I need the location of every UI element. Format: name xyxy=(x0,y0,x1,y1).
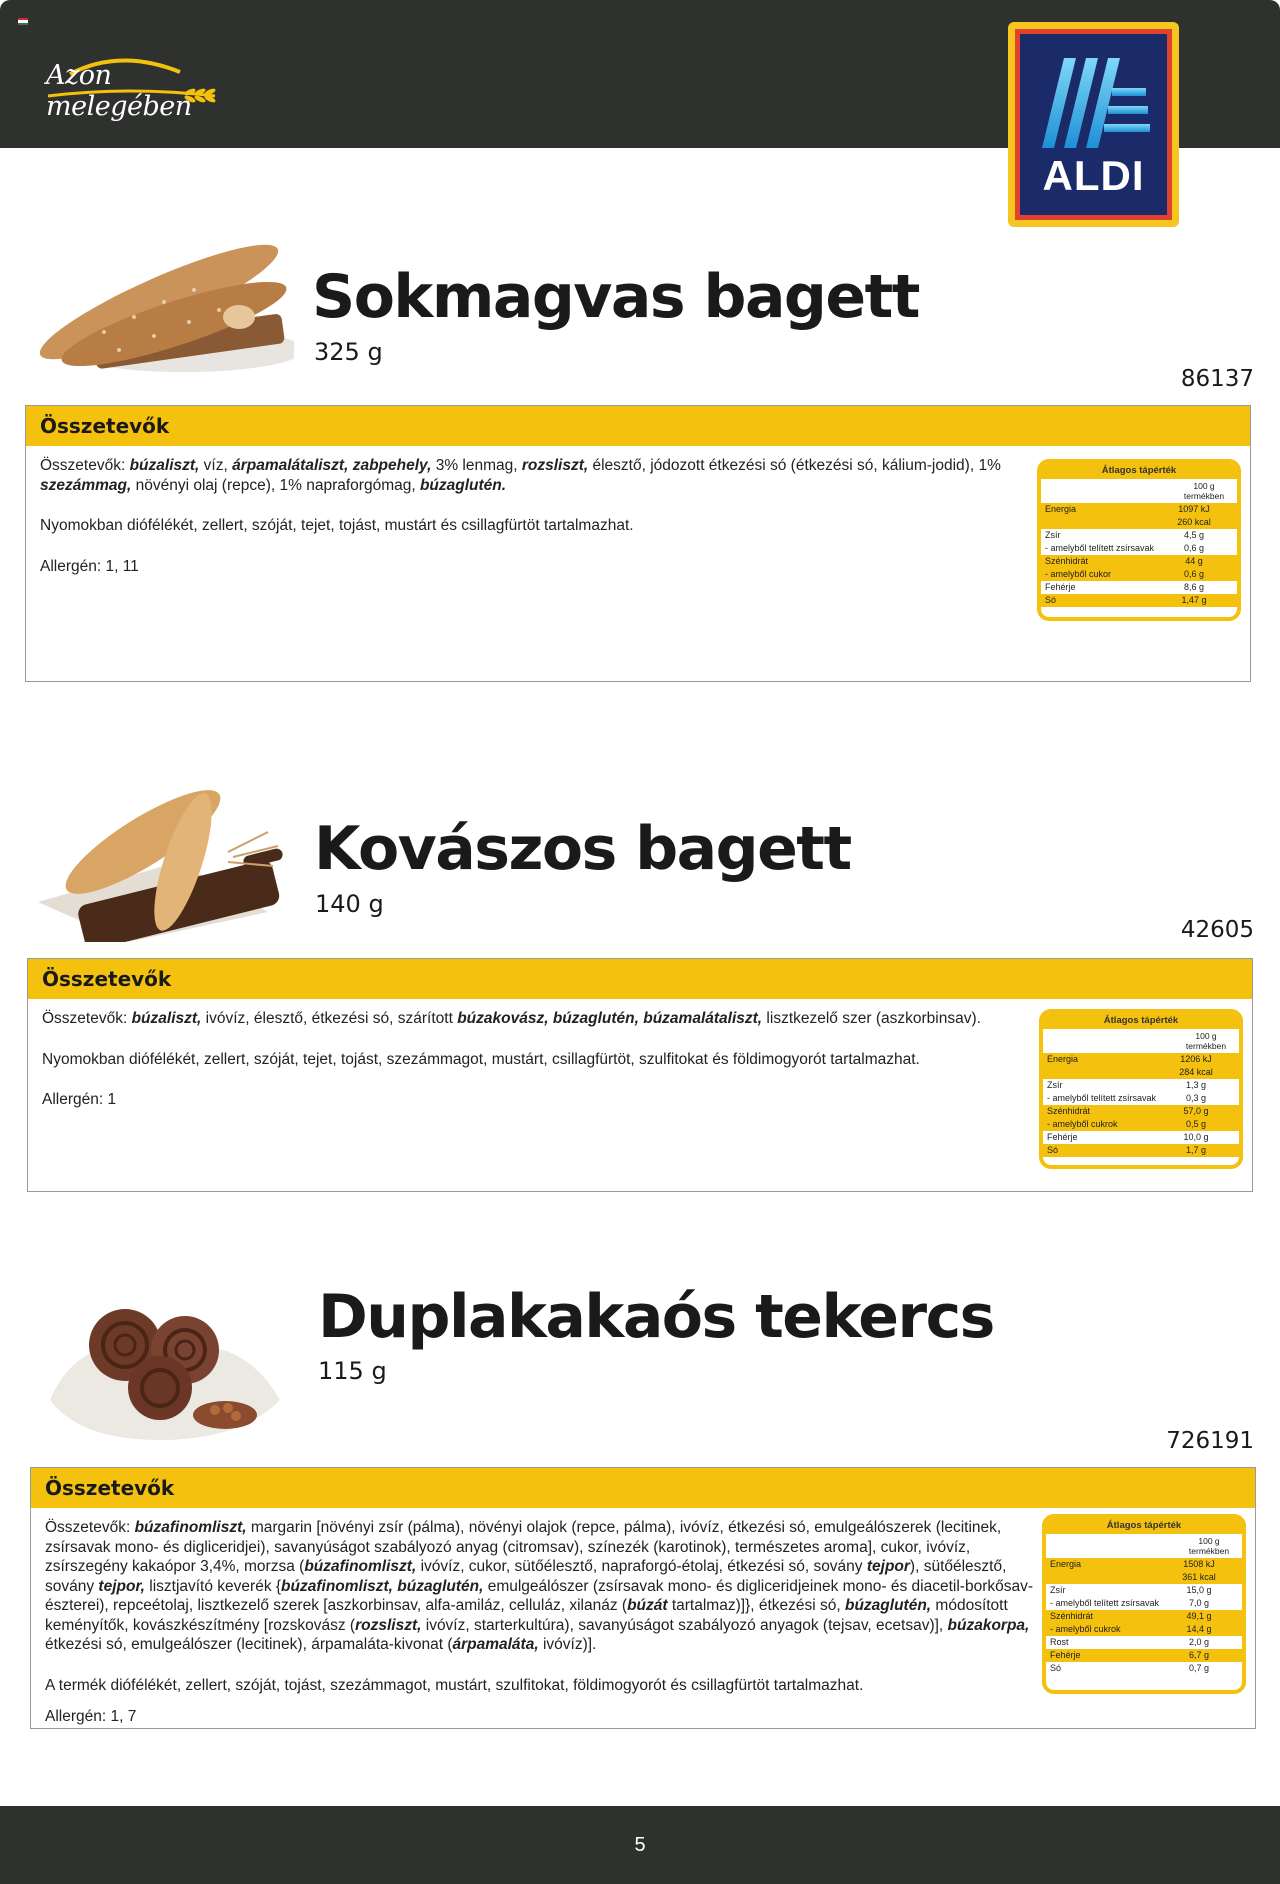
nutrition-row xyxy=(1043,1092,1239,1105)
nutrition-table xyxy=(1039,1009,1243,1169)
nutrition-column-header: 100 g termékben xyxy=(1188,1536,1230,1556)
nutrition-value: 6,7 g xyxy=(1188,1650,1210,1660)
allergen-ingredient: búzaglutén, xyxy=(845,1597,932,1614)
nutrition-title: Átlagos tápérték xyxy=(1041,463,1237,479)
product-code: 42605 xyxy=(1180,917,1254,943)
ingredients-text: Összetevők: búzaliszt, ivóvíz, élesztő, étkezési só, szárított búzakovász, búzaglutén, búzamalátaliszt, lisztkezelő szer (aszkorbinsav). xyxy=(42,1010,981,1027)
nutrition-row xyxy=(1043,1118,1239,1131)
ingredient-text: víz, xyxy=(199,457,233,474)
section-label: Összetevők xyxy=(31,1468,1255,1508)
nutrition-row xyxy=(1041,516,1237,529)
brand-logo xyxy=(40,52,230,122)
nutrition-value: 1,7 g xyxy=(1185,1145,1207,1155)
nutrition-label: Szénhidrát xyxy=(1045,556,1089,566)
nutrition-label: - amelyből cukrok xyxy=(1047,1119,1118,1129)
ingredient-text: étkezési só, emulgeálószer (lecitinek), árpamaláta-kivonat ( xyxy=(45,1636,453,1653)
allergen-ingredient: búzafinomliszt, xyxy=(304,1558,417,1575)
nutrition-value: 2,0 g xyxy=(1188,1637,1210,1647)
nutrition-value: 10,0 g xyxy=(1183,1132,1209,1142)
product-title: Sokmagvas bagett xyxy=(312,262,919,332)
nutrition-value: 0,3 g xyxy=(1185,1093,1207,1103)
ingredient-text: 3% lenmag, xyxy=(431,457,522,474)
nutrition-value: 0,6 g xyxy=(1183,569,1205,579)
nutrition-row xyxy=(1046,1558,1242,1571)
nutrition-row xyxy=(1046,1584,1242,1597)
nutrition-title: Átlagos tápérték xyxy=(1043,1013,1239,1029)
nutrition-value: 1097 kJ xyxy=(1178,504,1210,514)
nutrition-row xyxy=(1043,1144,1239,1157)
page-footer xyxy=(0,1806,1280,1884)
nutrition-value: 1206 kJ xyxy=(1180,1054,1212,1064)
product-weight: 325 g xyxy=(314,338,383,366)
ingredients-card xyxy=(27,958,1253,1192)
nutrition-value: 260 kcal xyxy=(1177,517,1211,527)
product-code: 726191 xyxy=(1166,1428,1254,1454)
nutrition-row xyxy=(1043,1079,1239,1092)
nutrition-row xyxy=(1043,1131,1239,1144)
nutrition-label: Fehérje xyxy=(1047,1132,1078,1142)
allergen-ingredient: rozsliszt, xyxy=(521,457,589,474)
ingredient-text: élesztő, jódozott étkezési só (étkezési só, kálium-jodid), 1% xyxy=(588,457,1001,474)
allergen-text: Allergén: 1 xyxy=(42,1091,117,1108)
nutrition-value: 8,6 g xyxy=(1183,582,1205,592)
nutrition-row xyxy=(1041,542,1237,555)
ingredient-text: tartalmaz)]}, étkezési só, xyxy=(667,1597,845,1614)
nutrition-label: Rost xyxy=(1050,1637,1069,1647)
allergen-text: Allergén: 1, 11 xyxy=(40,557,139,575)
allergen-text: Allergén: 1, 7 xyxy=(45,1708,137,1725)
nutrition-label: - amelyből telített zsírsavak xyxy=(1050,1598,1160,1608)
nutrition-row xyxy=(1046,1662,1242,1675)
nutrition-row xyxy=(1043,1066,1239,1079)
nutrition-label: Fehérje xyxy=(1045,582,1076,592)
allergen-ingredient: búzafinomliszt, xyxy=(134,1519,247,1536)
page-number: 5 xyxy=(634,1834,646,1856)
nutrition-table xyxy=(1042,1514,1246,1694)
nutrition-label: Só xyxy=(1050,1663,1062,1673)
allergen-ingredient: tejpor xyxy=(866,1558,910,1575)
ingredients-body xyxy=(42,1009,1042,1131)
nutrition-table xyxy=(1037,459,1241,621)
nutrition-label: Szénhidrát xyxy=(1050,1611,1094,1621)
allergen-ingredient: rozsliszt, xyxy=(355,1616,422,1634)
nutrition-label: Energia xyxy=(1045,504,1077,514)
allergen-ingredient: tejpor, xyxy=(98,1577,145,1595)
nutrition-row xyxy=(1041,581,1237,594)
ingredient-text: margarin [növényi zsír (pálma), növényi olajok (repce, pálma), ivóvíz, étkezési só, emulgeálószerek (lecitinek, zsírsavak mono- és digliceridjei), savanyúságot szabályozó anyag (citromsav), színezék (karotinok), természetes aroma], cukor, ivóvíz, zsírszegény kakaópor 3,4%, morzsa ( xyxy=(45,1519,1002,1575)
ingredients-body xyxy=(45,1518,1037,1748)
nutrition-row xyxy=(1046,1623,1242,1636)
nutrition-row xyxy=(1041,594,1237,607)
allergen-ingredient: búzakovász, búzaglutén, búzamalátaliszt, xyxy=(457,1010,763,1027)
nutrition-label: Só xyxy=(1047,1145,1059,1155)
sourdough-baguette-image xyxy=(28,782,296,942)
traces-text: A termék diófélékét, zellert, szóját, tojást, szezámmagot, mustárt, szulfitokat, földimogyorót és csillagfürtöt tartalmazhat. xyxy=(45,1676,864,1694)
ingredient-text: ), sütőélesztő, sovány xyxy=(45,1558,1007,1595)
nutrition-label: Energia xyxy=(1047,1054,1079,1064)
nutrition-value: 57,0 g xyxy=(1183,1106,1209,1116)
nutrition-row xyxy=(1046,1571,1242,1584)
allergen-ingredient: búzát xyxy=(627,1597,668,1614)
ingredient-text: emulgeálószer (zsírsavak mono- és digliceridjeinek mono- és diacetil-borkősav-észterei), repceétolaj, lisztkezelő szerek [aszkorbinsav, alfa-amiláz, celluláz, xilanáz ( xyxy=(45,1577,1034,1614)
nutrition-row xyxy=(1041,503,1237,516)
allergen-ingredient: búzaliszt, xyxy=(129,457,200,474)
nutrition-row xyxy=(1043,1105,1239,1118)
product-title: Duplakakaós tekercs xyxy=(318,1282,994,1352)
language-flag-icon[interactable] xyxy=(18,18,28,25)
ingredient-text: ivóvíz)]. xyxy=(538,1636,597,1653)
ingredient-text: módosított keményítők, kovászkészítmény [rozskovász ( xyxy=(45,1597,1008,1634)
page-header xyxy=(0,0,1280,199)
brand-text: Azon melegében xyxy=(46,60,192,122)
ingredient-text: lisztkezelő szer (aszkorbinsav). xyxy=(762,1010,981,1027)
nutrition-label: Zsír xyxy=(1050,1585,1066,1595)
nutrition-label: Energia xyxy=(1050,1559,1082,1569)
allergen-ingredient: búzafinomliszt, búzaglutén, xyxy=(281,1577,484,1595)
product-code: 86137 xyxy=(1180,366,1254,392)
ingredient-text: ivóvíz, élesztő, étkezési só, szárított xyxy=(201,1010,458,1027)
allergen-ingredient: búzaglutén. xyxy=(419,476,507,494)
nutrition-value: 14,4 g xyxy=(1186,1624,1212,1634)
allergen-ingredient: szezámmag, xyxy=(40,476,132,494)
nutrition-value: 49,1 g xyxy=(1186,1611,1212,1621)
ingredients-text: Összetevők: búzafinomliszt, margarin [növényi zsír (pálma), növényi olajok (repce, pálma), ivóvíz, étkezési só, emulgeálószerek (lecitinek, zsírsavak mono- és digliceridjei), savanyúságot szabályozó anyag (citromsav), színezék (karotinok), természetes aroma], cukor, ivóvíz, zsírszegény kakaópor 3,4%, morzsa (búzafinomliszt, ivóvíz, cukor, sütőélesztő, napraforgó-étolaj, étkezési só, sovány tejpor), sütőélesztő, sovány tejpor, lisztjavító keverék {búzafinomliszt, búzaglutén, emulgeálószer (zsírsavak mono- és digliceridjeinek mono- és diacetil-borkősav-észterei), repceétolaj, lisztkezelő szerek [aszkorbinsav, alfa-amiláz, celluláz, xilanáz (búzát tartalmaz)]}, étkezési só, búzaglutén, módosított keményítők, kovászkészítmény [rozskovász (rozsliszt, ivóvíz, starterkultúra), savanyúságot szabályozó anyagok (tejsav, ecetsav)], búzakorpa, étkezési só, emulgeálószer (lecitinek), árpamaláta-kivonat (árpamaláta, ivóvíz)]. xyxy=(45,1519,1034,1653)
nutrition-row xyxy=(1041,568,1237,581)
nutrition-label: Szénhidrát xyxy=(1047,1106,1091,1116)
nutrition-column-header: 100 g termékben xyxy=(1185,1031,1227,1051)
product-title: Kovászos bagett xyxy=(314,814,851,884)
allergen-ingredient: árpamaláta, xyxy=(452,1636,539,1653)
nutrition-label: - amelyből telített zsírsavak xyxy=(1045,543,1155,553)
ingredient-text: ivóvíz, cukor, sütőélesztő, napraforgó-étolaj, étkezési só, sovány xyxy=(416,1558,867,1575)
nutrition-value: 44 g xyxy=(1185,556,1203,566)
nutrition-label: Zsír xyxy=(1047,1080,1063,1090)
nutrition-title: Átlagos tápérték xyxy=(1046,1518,1242,1534)
nutrition-value: 15,0 g xyxy=(1186,1585,1212,1595)
nutrition-row xyxy=(1041,529,1237,542)
nutrition-value: 361 kcal xyxy=(1182,1572,1216,1582)
nutrition-value: 1,3 g xyxy=(1185,1080,1207,1090)
nutrition-label: Só xyxy=(1045,595,1057,605)
aldi-logo-text: ALDI xyxy=(1042,152,1145,199)
nutrition-column-header: 100 g termékben xyxy=(1183,481,1225,501)
nutrition-value: 1508 kJ xyxy=(1183,1559,1215,1569)
allergen-ingredient: búzaliszt, xyxy=(131,1010,202,1027)
traces-text: Nyomokban diófélékét, zellert, szóját, tejet, tojást, mustárt és csillagfürtöt tartalmazhat. xyxy=(40,517,634,534)
cocoa-roll-image xyxy=(40,1290,290,1450)
section-label: Összetevők xyxy=(28,959,1252,999)
nutrition-row xyxy=(1046,1597,1242,1610)
nutrition-row xyxy=(1046,1636,1242,1649)
aldi-logo[interactable] xyxy=(1008,22,1179,227)
nutrition-row xyxy=(1046,1649,1242,1662)
product-weight: 115 g xyxy=(318,1357,387,1385)
nutrition-label: - amelyből cukrok xyxy=(1050,1624,1121,1634)
ingredients-body xyxy=(40,456,1040,597)
product-weight: 140 g xyxy=(315,890,384,918)
nutrition-label: - amelyből telített zsírsavak xyxy=(1047,1093,1157,1103)
section-label: Összetevők xyxy=(26,406,1250,446)
ingredients-text: Összetevők: búzaliszt, víz, árpamalátaliszt, zabpehely, 3% lenmag, rozsliszt, élesztő, jódozott étkezési só (étkezési só, kálium-jodid), 1% szezámmag, növényi olaj (repce), 1% napraforgómag, búzaglutén. xyxy=(40,457,1001,494)
nutrition-row xyxy=(1046,1610,1242,1623)
nutrition-row xyxy=(1043,1053,1239,1066)
nutrition-value: 284 kcal xyxy=(1179,1067,1213,1077)
ingredient-text: lisztjavító keverék { xyxy=(144,1577,282,1595)
ingredients-card xyxy=(25,405,1251,682)
nutrition-row xyxy=(1041,555,1237,568)
nutrition-label: Zsír xyxy=(1045,530,1061,540)
nutrition-value: 7,0 g xyxy=(1188,1598,1210,1608)
baguette-image xyxy=(24,232,294,392)
ingredients-card xyxy=(30,1467,1256,1729)
allergen-ingredient: árpamalátaliszt, zabpehely, xyxy=(232,457,432,474)
allergen-ingredient: búzakorpa, xyxy=(947,1616,1030,1634)
nutrition-label: Fehérje xyxy=(1050,1650,1081,1660)
traces-text: Nyomokban diófélékét, zellert, szóját, tejet, tojást, szezámmagot, mustárt, csillagfürtöt, szulfitokat és földimogyorót tartalmazhat. xyxy=(42,1050,920,1068)
aldi-stripes-icon xyxy=(1042,58,1152,148)
nutrition-value: 4,5 g xyxy=(1183,530,1205,540)
ingredient-text: növényi olaj (repce), 1% napraforgómag, xyxy=(131,476,420,494)
ingredient-text: ivóvíz, starterkultúra), savanyúságot szabályozó anyagok (tejsav, ecetsav)], xyxy=(421,1616,948,1634)
nutrition-value: 1,47 g xyxy=(1181,595,1207,605)
nutrition-value: 0,5 g xyxy=(1185,1119,1207,1129)
nutrition-label: - amelyből cukor xyxy=(1045,569,1112,579)
nutrition-value: 0,7 g xyxy=(1188,1663,1210,1673)
nutrition-value: 0,6 g xyxy=(1183,543,1205,553)
